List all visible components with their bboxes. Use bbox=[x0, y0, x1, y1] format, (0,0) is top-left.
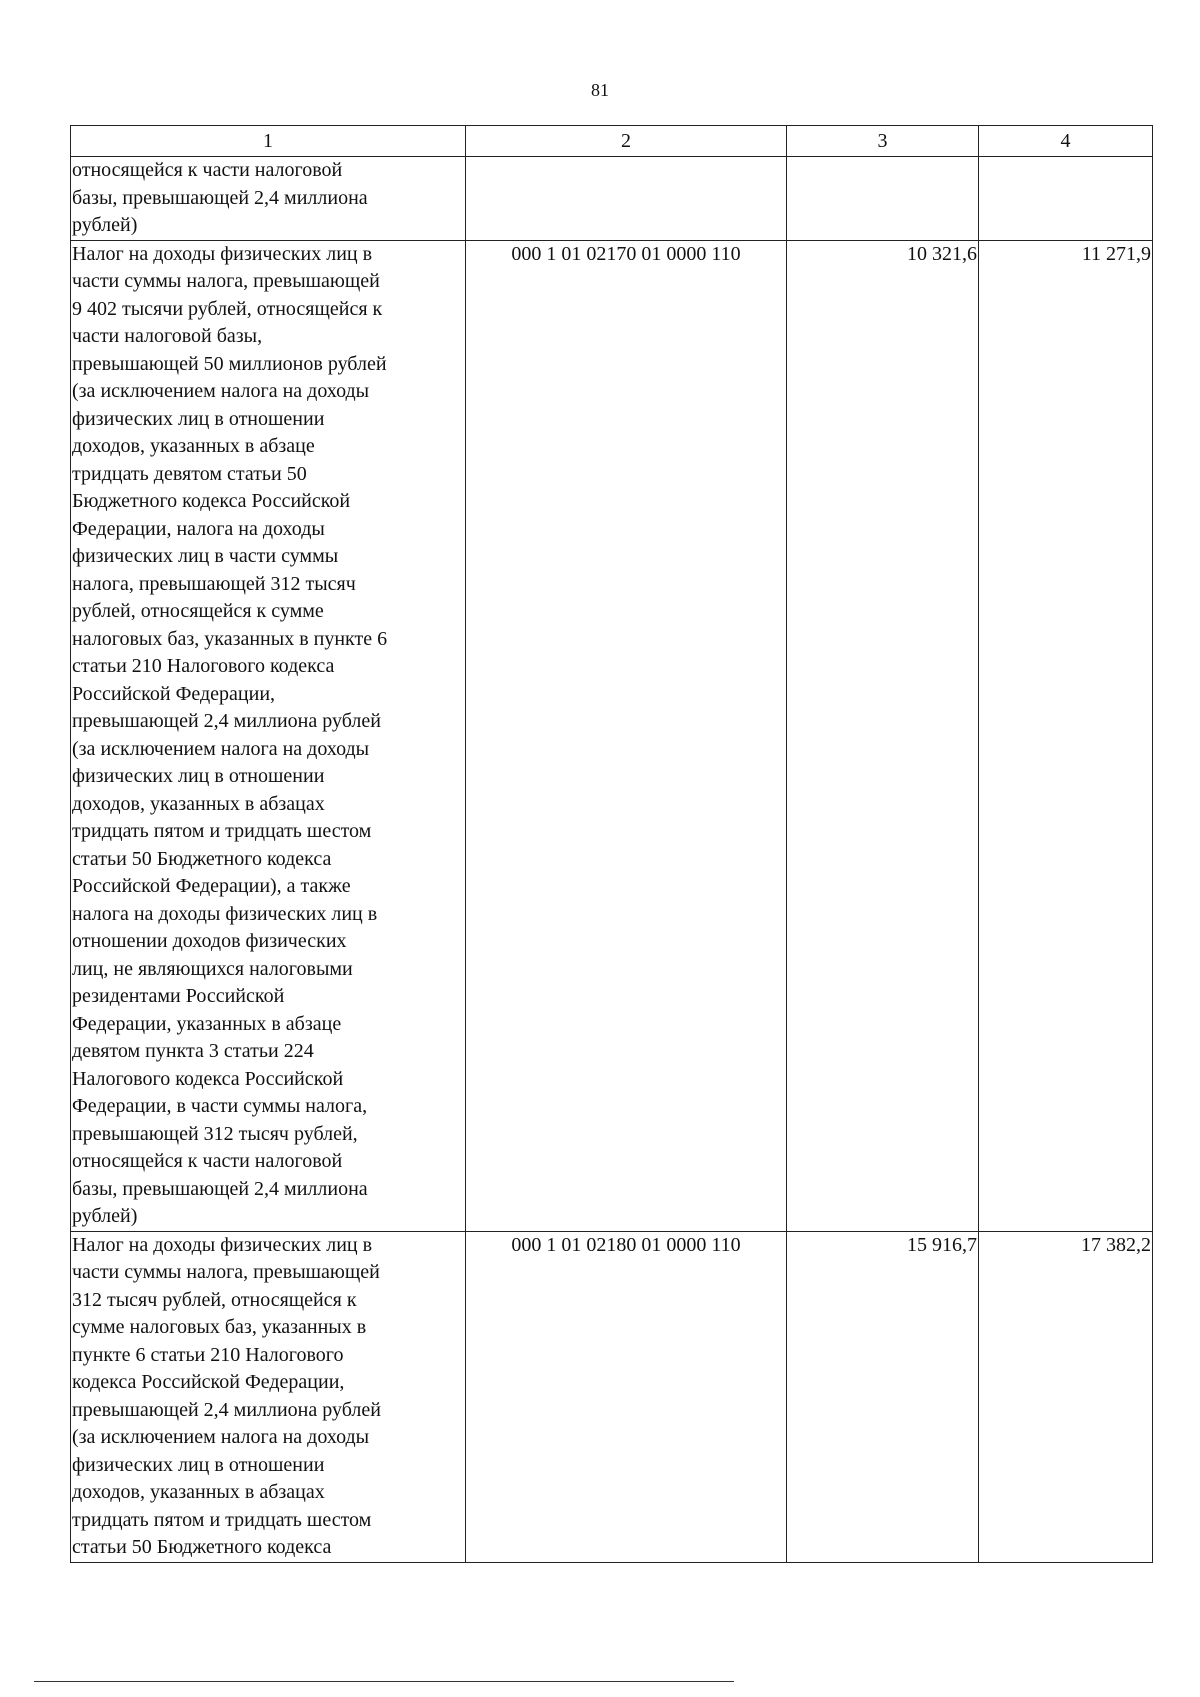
table-row bbox=[71, 240, 1153, 1231]
row-description: Налог на доходы физических лиц в части суммы налога, превышающей 312 тысяч рублей, относящейся к сумме налоговых баз, указанных в пункте 6 статьи 210 Налогового кодекса Российской Федерации, превышающей 2,4 миллиона рублей (за исключением налога на доходы физических лиц в отношении доходов, указанных в абзацах тридцать пятом и тридцать шестом статьи 50 Бюджетного кодекса bbox=[71, 1231, 466, 1562]
column-header: 3 bbox=[787, 126, 979, 157]
row-value-4: 17 382,2 bbox=[979, 1231, 1153, 1562]
column-header: 2 bbox=[466, 126, 787, 157]
table-header-row bbox=[71, 126, 1153, 157]
row-value-4 bbox=[979, 157, 1153, 241]
row-code: 000 1 01 02170 01 0000 110 bbox=[466, 240, 787, 1231]
row-code bbox=[466, 157, 787, 241]
row-code: 000 1 01 02180 01 0000 110 bbox=[466, 1231, 787, 1562]
row-description: Налог на доходы физических лиц в части суммы налога, превышающей 9 402 тысячи рублей, относящейся к части налоговой базы, превышающей 50 миллионов рублей (за исключением налога на доходы физических лиц в отношении доходов, указанных в абзаце тридцать девятом статьи 50 Бюджетного кодекса Российской Федерации, налога на доходы физических лиц в части суммы налога, превышающей 312 тысяч рублей, относящейся к сумме налоговых баз, указанных в пункте 6 статьи 210 Налогового кодекса Российской Федерации, превышающей 2,4 миллиона рублей (за исключением налога на доходы физических лиц в отношении доходов, указанных в абзацах тридцать пятом и тридцать шестом статьи 50 Бюджетного кодекса Российской Федерации), а также налога на доходы физических лиц в отношении доходов физических лиц, не являющихся налоговыми резидентами Российской Федерации, указанных в абзаце девятом пункта 3 статьи 224 Налогового кодекса Российской Федерации, в части суммы налога, превышающей 312 тысяч рублей, относящейся к части налоговой базы, превышающей 2,4 миллиона рублей) bbox=[71, 240, 466, 1231]
table-row bbox=[71, 1231, 1153, 1562]
row-value-3 bbox=[787, 157, 979, 241]
row-value-4: 11 271,9 bbox=[979, 240, 1153, 1231]
row-value-3: 15 916,7 bbox=[787, 1231, 979, 1562]
budget-revenue-table bbox=[70, 125, 1153, 1563]
bottom-rule bbox=[34, 1681, 734, 1682]
row-value-3: 10 321,6 bbox=[787, 240, 979, 1231]
row-description: относящейся к части налоговой базы, превышающей 2,4 миллиона рублей) bbox=[71, 157, 466, 241]
page-number: 81 bbox=[591, 80, 609, 100]
column-header: 4 bbox=[979, 126, 1153, 157]
column-header: 1 bbox=[71, 126, 466, 157]
table-row bbox=[71, 157, 1153, 241]
